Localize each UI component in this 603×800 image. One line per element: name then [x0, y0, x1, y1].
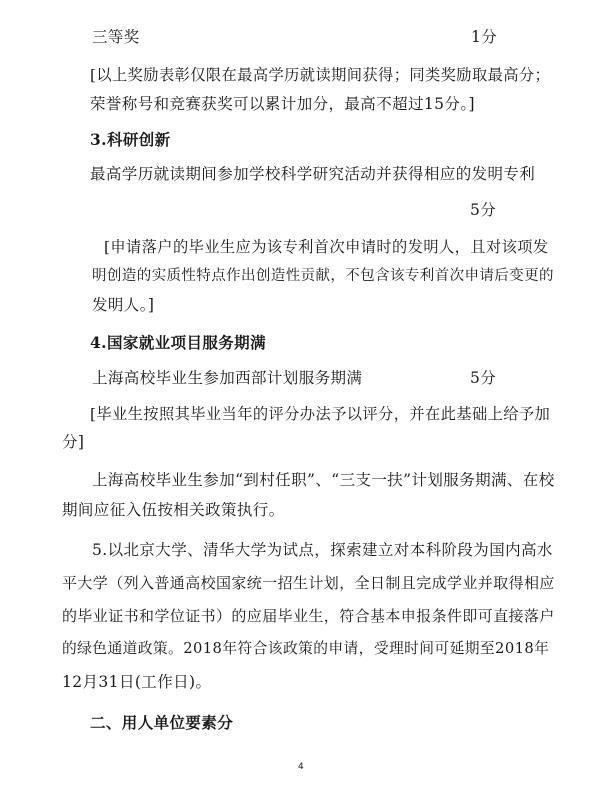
section-5-line-1: 5.以北京大学、清华大学为试点，探索建立对本科阶段为国内高水: [92, 541, 553, 559]
section-4-score: 5分: [470, 369, 497, 387]
section-5-line-5: 12月31日(工作日)。: [62, 673, 212, 691]
section-3-score: 5分: [470, 201, 497, 219]
section-4-note-line-2: 分]: [62, 433, 85, 451]
section-4-line-1: 上海高校毕业生参加西部计划服务期满: [92, 369, 363, 387]
section-3-note-line-2: 明创造的实质性特点作出创造性贡献，不包含该专利首次申请后变更的: [92, 268, 554, 284]
section-4-paragraph-line-1: 上海高校毕业生参加“到村任职”、“三支一扶”计划服务期满、在校: [92, 471, 555, 489]
section-4-title: 4.国家就业项目服务期满: [90, 333, 266, 352]
page-number: 4: [298, 762, 305, 772]
section-5-line-4: 的绿色通道政策。2018年符合该政策的申请，受理时间可延期至2018年: [62, 640, 550, 657]
section-4-note-line-1: [毕业生按照其毕业当年的评分办法予以评分，并在此基础上给予加: [90, 405, 551, 423]
part-2-title: 二、用人单位要素分: [90, 713, 234, 732]
award-third-prize-label: 三等奖: [92, 28, 140, 46]
section-3-note-line-1: [申请落户的毕业生应为该专利首次申请时的发明人，且对该项发: [104, 238, 549, 256]
award-third-prize-score: 1分: [471, 28, 498, 46]
awards-note-line-1: [以上奖励表彰仅限在最高学历就读期间获得；同类奖励取最高分；: [90, 66, 551, 84]
section-3-line-1: 最高学历就读期间参加学校科学研究活动并获得相应的发明专利: [90, 165, 536, 183]
section-4-paragraph-line-2: 期间应征入伍按相关政策执行。: [62, 501, 285, 519]
section-5-line-2: 平大学（列入普通高校国家统一招生计划，全日制且完成学业并取得相应: [62, 574, 555, 592]
awards-note-line-2: 荣誉称号和竞赛获奖可以累计加分，最高不超过15分。]: [90, 95, 475, 113]
section-5-line-3: 的毕业证书和学位证书）的应届毕业生，符合基本申报条件即可直接落户: [62, 607, 555, 625]
section-3-note-line-3: 发明人。]: [92, 296, 155, 314]
section-3-title: 3.科研创新: [90, 130, 171, 149]
